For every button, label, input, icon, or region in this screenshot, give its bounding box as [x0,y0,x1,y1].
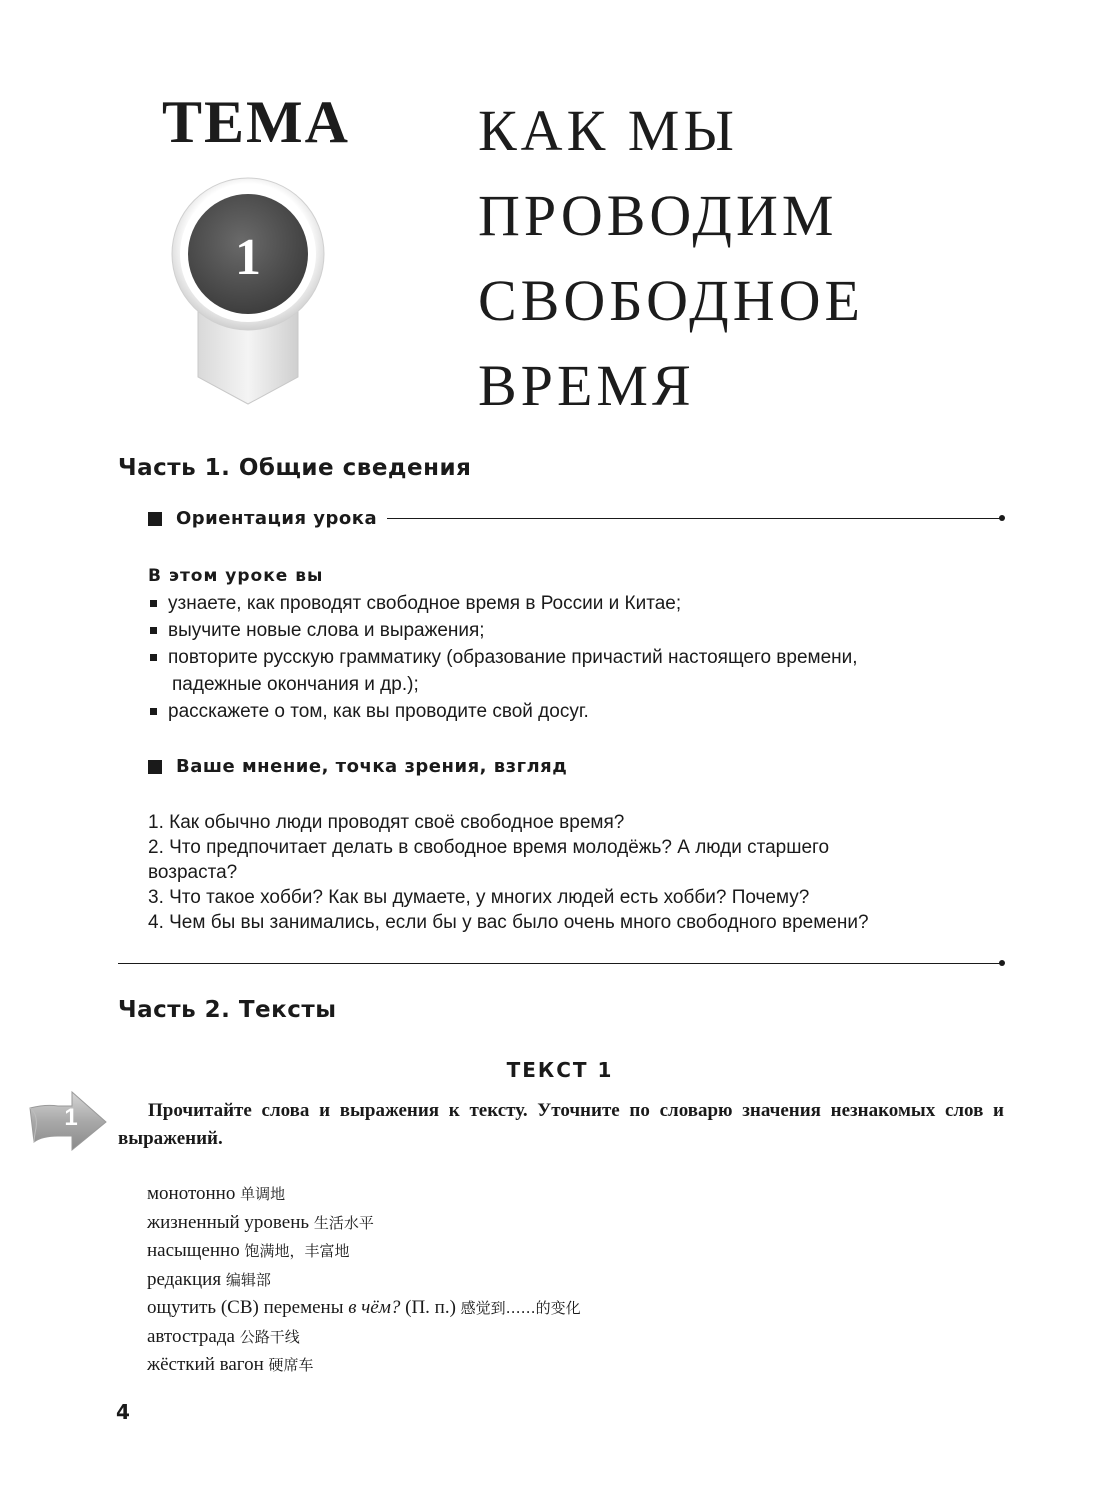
section-divider [118,963,1002,964]
vocab-item: редакция 编辑部 [147,1268,271,1290]
question-item: 2. Что предпочитает делать в свободное время молодёжь? А люди старшего [148,837,830,858]
title-line-2: ПРОВОДИМ [478,183,838,248]
vocab-item: ощутить (СВ) перемены в чём? (П. п.) 感觉到……的变化 [147,1297,581,1318]
list-item: узнаете, как проводят свободное время в России и Китае; [148,590,1008,617]
title-line-1: КАК МЫ [478,98,738,163]
page-number: 4 [116,1400,130,1424]
tema-number-badge [168,172,328,412]
question-item: 4. Чем бы вы занимались, если бы у вас было очень много свободного времени? [148,912,869,933]
tema-number: 1 [235,229,261,286]
task-number-marker [28,1090,108,1154]
opinion-section-header [148,756,1002,777]
list-item: повторите русскую грамматику (образование причастий настоящего времени, падежные окончания и др.); [148,644,1008,698]
question-continuation: возраста? [148,862,238,883]
square-bullet-icon [148,760,162,774]
title-line-3: СВОБОДНОЕ [478,268,864,333]
title-line-4: ВРЕМЯ [478,353,695,418]
task-instruction: Прочитайте слова и выражения к тексту. Уточните по словарю значения незнакомых слов и выражений. [118,1100,1004,1149]
vocab-item: монотонно 单调地 [147,1183,286,1204]
square-bullet-icon [148,512,162,526]
vocab-item: насыщенно 饱满地，丰富地 [147,1240,350,1261]
lesson-title [478,88,864,428]
vocab-item: автострада 公路干线 [147,1325,300,1347]
badge-ribbon-graphic [168,172,328,412]
question-item: 1. Как обычно люди проводят своё свободное время? [148,812,625,833]
part2-heading: Часть 2. Тексты [118,997,337,1023]
orientation-lead: В этом уроке вы [148,566,324,586]
opinion-questions [148,810,1008,935]
question-item: 3. Что такое хобби? Как вы думаете, у многих людей есть хобби? Почему? [148,887,810,908]
opinion-title: Ваше мнение, точка зрения, взгляд [176,756,568,777]
part1-heading: Часть 1. Общие сведения [118,455,472,481]
list-item: выучите новые слова и выражения; [148,617,1008,644]
vocab-item: жёсткий вагон 硬席车 [147,1354,314,1375]
list-item: расскажете о том, как вы проводите свой досуг. [148,698,1008,725]
orientation-title: Ориентация урока [176,508,378,529]
section-rule [387,518,1002,519]
task-number: 1 [64,1104,78,1131]
vocabulary-list [147,1180,581,1380]
tema-label: ТЕМА [162,89,350,155]
orientation-list [148,590,1008,725]
vocab-item: жизненный уровень 生活水平 [147,1211,374,1233]
orientation-section-header [148,508,1002,529]
text-title: ТЕКСТ 1 [506,1058,614,1082]
